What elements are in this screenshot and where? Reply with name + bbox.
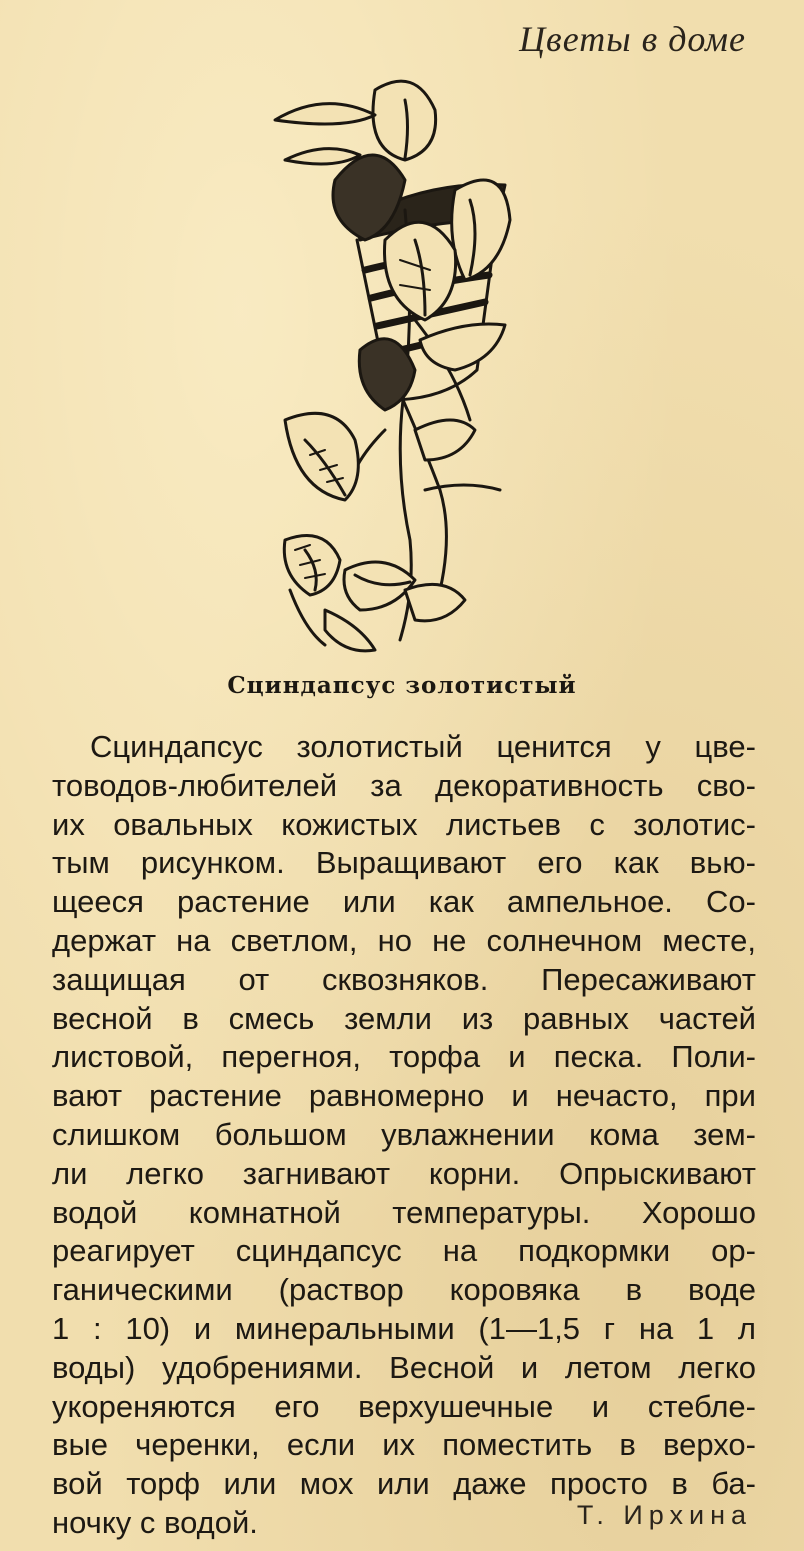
article-body <box>52 728 756 1543</box>
author-name: Т. Ирхина <box>576 1500 752 1530</box>
article-line: ганическими (раствор коровяка в воде <box>52 1272 756 1308</box>
article-line: водой комнатной температуры. Хорошо <box>52 1194 756 1230</box>
article-line: воды) удобрениями. Весной и летом легко <box>52 1349 756 1385</box>
article-line: весной в смесь земли из равных частей <box>52 1000 756 1036</box>
article-line: ночку с водой. <box>52 1504 258 1540</box>
article-line: защищая от сквозняков. Пересаживают <box>52 961 756 997</box>
article-line: товодов-любителей за декоративность сво- <box>52 767 756 803</box>
scindapsus-plant-drawing-icon <box>265 70 535 660</box>
article-line: листовой, перегноя, торфа и песка. Поли- <box>52 1039 756 1075</box>
article-line: укореняются его верхушечные и стебле- <box>52 1388 756 1424</box>
article-line: вой торф или мох или даже просто в ба- <box>52 1466 756 1502</box>
article-line: их овальных кожистых листьев с золотис- <box>52 806 756 842</box>
section-title: Цветы в доме <box>519 19 746 59</box>
article-line: держат на светлом, но не солнечном месте, <box>52 922 756 958</box>
article-line: вые черенки, если их поместить в верхо- <box>52 1427 756 1463</box>
article-line: вают растение равномерно и нечасто, при <box>52 1078 756 1114</box>
article-line: тым рисунком. Выращивают его как вью- <box>52 845 756 881</box>
illustration-caption: Сциндапсус золотистый <box>227 672 577 699</box>
article-line: ли легко загнивают корни. Опрыскивают <box>52 1155 756 1191</box>
article-line: щееся растение или как ампельное. Со- <box>52 884 756 920</box>
article-line: Сциндапсус золотистый ценится у цве- <box>90 729 756 764</box>
article-line: 1 : 10) и минеральными (1—1,5 г на 1 л <box>52 1310 756 1346</box>
article-line: реагирует сциндапсус на подкормки ор- <box>52 1233 756 1269</box>
article-line: слишком большом увлажнении кома зем- <box>52 1116 756 1152</box>
